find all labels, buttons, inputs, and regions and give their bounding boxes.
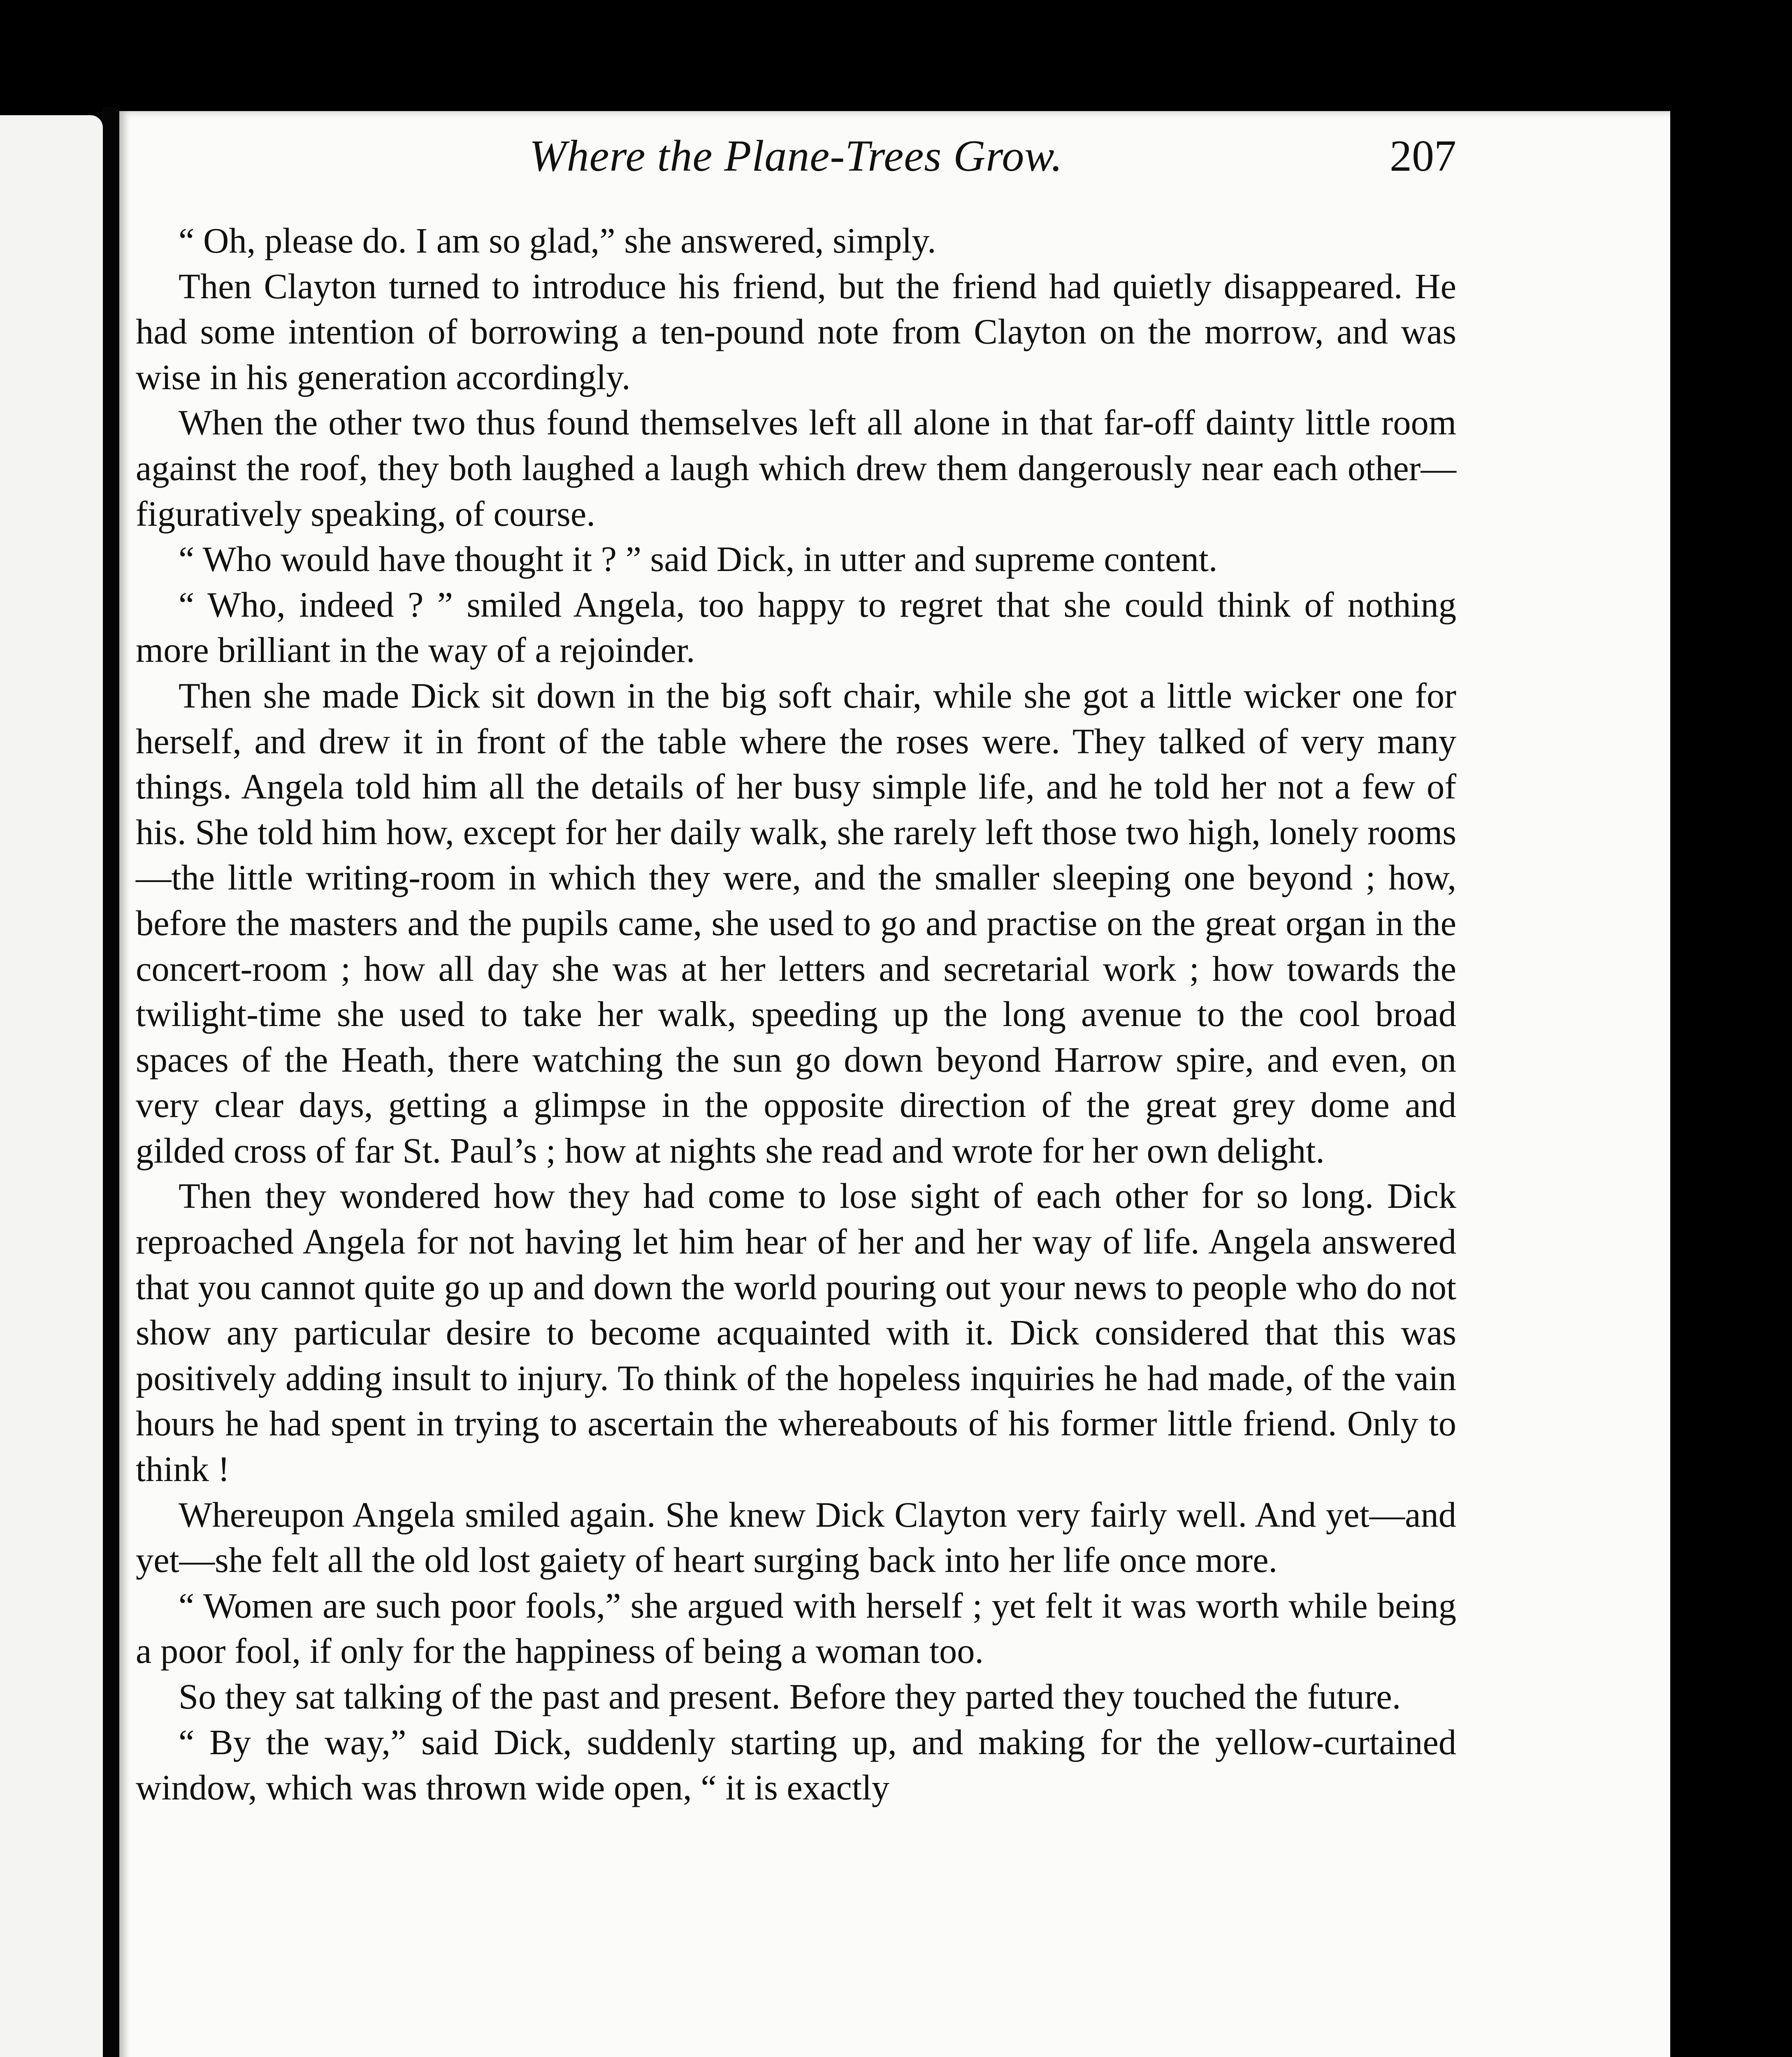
paragraph: So they sat talking of the past and present. Before they parted they touched the future. <box>179 1677 1401 1716</box>
page-header <box>136 123 1456 189</box>
paragraph: Then they wondered how they had come to lose sight of each other for so long. Dick reproached Angela for not having let him hear of her and her way of life. Angela answered that you cannot quite go up and down the world pouring out your news to people who do not show any particular desire to become acquainted with it. Dick considered that this was positively adding insult to injury. To think of the hopeless inquiries he had made, of the vain hours he had spent in trying to ascertain the whereabouts of his former little friend. Only to think ! <box>136 1176 1456 1489</box>
paragraph: “ By the way,” said Dick, suddenly starting up, and making for the yellow-curtained window, which was thrown wide open, “ it is exactly <box>136 1722 1456 1808</box>
facing-page-edge <box>0 115 103 2057</box>
book-gutter <box>103 107 119 2057</box>
paragraph: “ Who would have thought it ? ” said Dick, in utter and supreme content. <box>179 539 1218 579</box>
paragraph: “ Who, indeed ? ” smiled Angela, too happy to regret that she could think of nothing more brilliant in the way of a rejoinder. <box>136 585 1456 670</box>
body-text <box>136 218 1456 1811</box>
running-title: Where the Plane-Trees Grow. <box>529 132 1063 181</box>
page-number: 207 <box>1390 132 1456 181</box>
paragraph: “ Women are such poor fools,” she argued with herself ; yet felt it was worth while being a poor fool, if only for the happiness of being a woman too. <box>136 1586 1456 1671</box>
paragraph: When the other two thus found themselves left all alone in that far-off dainty little room against the roof, they both laughed a laugh which drew them dangerously near each other—figuratively speaking, of course. <box>136 403 1456 534</box>
paragraph: Then she made Dick sit down in the big soft chair, while she got a little wicker one for herself, and drew it in front of the table where the roses were. They talked of very many things. Angela told him all the details of her busy simple life, and he told her not a few of his. She told him how, except for her daily walk, she rarely left those two high, lonely rooms—the little writing-room in which they were, and the smaller sleeping one beyond ; how, before the masters and the pupils came, she used to go and practise on the great organ in the concert-room ; how all day she was at her letters and secretarial work ; how towards the twilight-time she used to take her walk, speeding up the long avenue to the cool broad spaces of the Heath, there watching the sun go down beyond Harrow spire, and even, on very clear days, getting a glimpse in the opposite direction of the great grey dome and gilded cross of far St. Paul’s ; how at nights she read and wrote for her own delight. <box>136 676 1456 1170</box>
paragraph: Then Clayton turned to introduce his friend, but the friend had quietly disappeared. He had some intention of borrowing a ten-pound note from Clayton on the morrow, and was wise in his generation accordingly. <box>136 266 1456 397</box>
paragraph: Whereupon Angela smiled again. She knew Dick Clayton very fairly well. And yet—and yet—she felt all the old lost gaiety of heart surging back into her life once more. <box>136 1495 1456 1580</box>
paragraph: “ Oh, please do. I am so glad,” she answered, simply. <box>179 221 936 260</box>
